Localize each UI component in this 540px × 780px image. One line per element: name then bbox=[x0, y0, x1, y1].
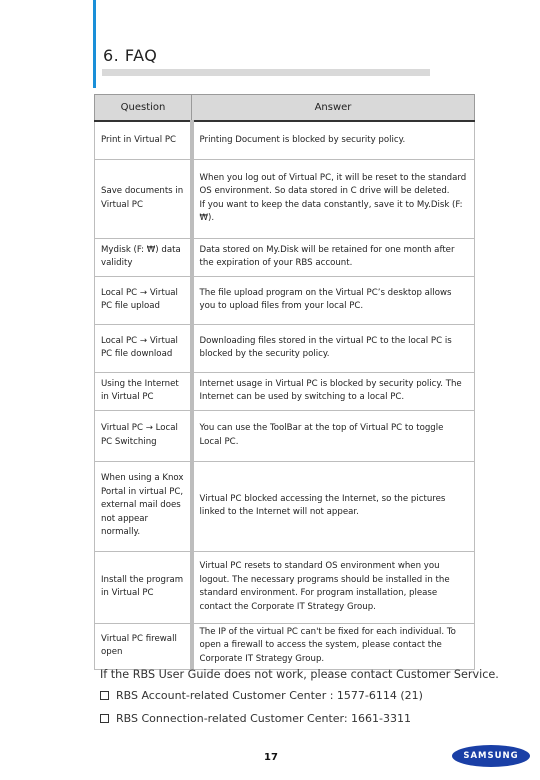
table-row bbox=[95, 461, 475, 551]
checkbox-icon bbox=[100, 714, 109, 723]
table-row bbox=[95, 276, 475, 324]
accent-bar bbox=[93, 0, 96, 88]
logo-text: SAMSUNG bbox=[463, 751, 519, 761]
table-row bbox=[95, 324, 475, 372]
question-cell: When using a Knox Portal in virtual PC, external mail does not appear normally. bbox=[95, 461, 192, 551]
question-cell: Save documents in Virtual PC bbox=[95, 159, 192, 238]
table-header-row bbox=[95, 95, 475, 122]
answer-cell: When you log out of Virtual PC, it will be reset to the standard OS environment. So data stored in C drive will be deleted. If you want to keep the data constantly, save it to My.Disk (F: ₩). bbox=[192, 159, 475, 238]
table-row bbox=[95, 372, 475, 410]
checkbox-icon bbox=[100, 691, 109, 700]
question-cell: Local PC → Virtual PC file download bbox=[95, 324, 192, 372]
table-row bbox=[95, 551, 475, 623]
header-answer: Answer bbox=[192, 95, 475, 122]
center-label: RBS Connection-related Customer Center: 1661-3311 bbox=[116, 712, 412, 725]
table-row bbox=[95, 121, 475, 159]
answer-cell: The file upload program on the Virtual PC’s desktop allows you to upload files from your local PC. bbox=[192, 276, 475, 324]
center-item bbox=[100, 689, 423, 702]
answer-cell: Virtual PC blocked accessing the Internet, so the pictures linked to the Internet will not appear. bbox=[192, 461, 475, 551]
answer-cell: Printing Document is blocked by security policy. bbox=[192, 121, 475, 159]
samsung-logo bbox=[452, 745, 530, 767]
table-row bbox=[95, 410, 475, 461]
title-rule bbox=[102, 69, 430, 76]
page-number: 17 bbox=[264, 752, 278, 763]
question-cell: Virtual PC firewall open bbox=[95, 623, 192, 669]
service-note: If the RBS User Guide does not work, please contact Customer Service. bbox=[100, 668, 499, 681]
answer-cell: The IP of the virtual PC can't be fixed for each individual. To open a firewall to access the system, please contact the Corporate IT Strategy Group. bbox=[192, 623, 475, 669]
question-cell: Mydisk (F: ₩) data validity bbox=[95, 238, 192, 276]
answer-cell: Downloading files stored in the virtual PC to the local PC is blocked by the security policy. bbox=[192, 324, 475, 372]
answer-cell: Internet usage in Virtual PC is blocked by security policy. The Internet can be used by switching to a local PC. bbox=[192, 372, 475, 410]
table-row bbox=[95, 159, 475, 238]
question-cell: Virtual PC → Local PC Switching bbox=[95, 410, 192, 461]
table-row bbox=[95, 238, 475, 276]
faq-table bbox=[94, 94, 475, 670]
table-row bbox=[95, 623, 475, 669]
section-title: 6. FAQ bbox=[103, 46, 158, 65]
question-cell: Local PC → Virtual PC file upload bbox=[95, 276, 192, 324]
answer-cell: Data stored on My.Disk will be retained for one month after the expiration of your RBS account. bbox=[192, 238, 475, 276]
header-question: Question bbox=[95, 95, 192, 122]
answer-cell: You can use the ToolBar at the top of Virtual PC to toggle Local PC. bbox=[192, 410, 475, 461]
center-label: RBS Account-related Customer Center : 1577-6114 (21) bbox=[116, 689, 423, 702]
question-cell: Install the program in Virtual PC bbox=[95, 551, 192, 623]
question-cell: Using the Internet in Virtual PC bbox=[95, 372, 192, 410]
question-cell: Print in Virtual PC bbox=[95, 121, 192, 159]
answer-cell: Virtual PC resets to standard OS environment when you logout. The necessary programs should be installed in the standard environment. For program installation, please contact the Corporate IT Strategy Group. bbox=[192, 551, 475, 623]
center-item bbox=[100, 712, 411, 725]
